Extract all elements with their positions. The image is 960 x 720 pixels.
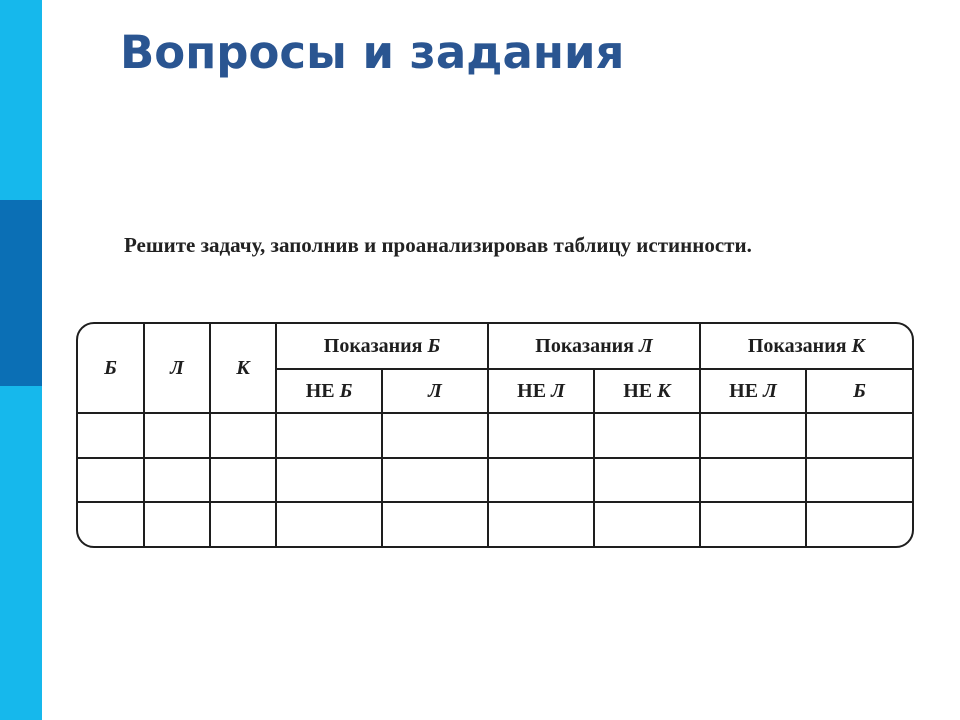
col-header-l: Л [144, 324, 210, 413]
group-header-k: Показания К [700, 324, 912, 369]
table-cell[interactable] [78, 458, 144, 502]
truth-table-frame [76, 322, 914, 548]
table-cell[interactable] [488, 413, 594, 457]
table-cell[interactable] [276, 413, 382, 457]
sub-header: Б [806, 369, 912, 413]
table-cell[interactable] [700, 413, 806, 457]
group-header-b: Показания Б [276, 324, 488, 369]
table-cell[interactable] [806, 502, 912, 546]
group-header-l: Показания Л [488, 324, 700, 369]
table-cell[interactable] [382, 502, 488, 546]
table-row [78, 458, 912, 502]
table-cell[interactable] [806, 458, 912, 502]
sub-header: НЕ К [594, 369, 700, 413]
table-cell[interactable] [78, 502, 144, 546]
task-text: Решите задачу, заполнив и проанализировав таблицу истинности. [124, 233, 752, 257]
table-row [78, 502, 912, 546]
table-cell[interactable] [276, 458, 382, 502]
sub-header: НЕ Л [488, 369, 594, 413]
table-cell[interactable] [210, 458, 276, 502]
col-header-b: Б [78, 324, 144, 413]
table-cell[interactable] [700, 458, 806, 502]
table-cell[interactable] [144, 458, 210, 502]
table-cell[interactable] [488, 502, 594, 546]
table-cell[interactable] [594, 502, 700, 546]
table-cell[interactable] [594, 458, 700, 502]
table-cell[interactable] [594, 413, 700, 457]
table-cell[interactable] [488, 458, 594, 502]
col-header-k: К [210, 324, 276, 413]
table-cell[interactable] [78, 413, 144, 457]
table-cell[interactable] [210, 413, 276, 457]
sub-header: Л [382, 369, 488, 413]
sidebar-accent [0, 200, 42, 386]
sub-header: НЕ Л [700, 369, 806, 413]
sub-header: НЕ Б [276, 369, 382, 413]
table-cell[interactable] [382, 458, 488, 502]
table-cell[interactable] [210, 502, 276, 546]
table-cell[interactable] [806, 413, 912, 457]
slide-title: Вопросы и задания [120, 26, 625, 79]
table-cell[interactable] [144, 413, 210, 457]
truth-table [78, 324, 912, 546]
table-cell[interactable] [382, 413, 488, 457]
table-row [78, 413, 912, 457]
table-cell[interactable] [700, 502, 806, 546]
table-cell[interactable] [144, 502, 210, 546]
table-cell[interactable] [276, 502, 382, 546]
